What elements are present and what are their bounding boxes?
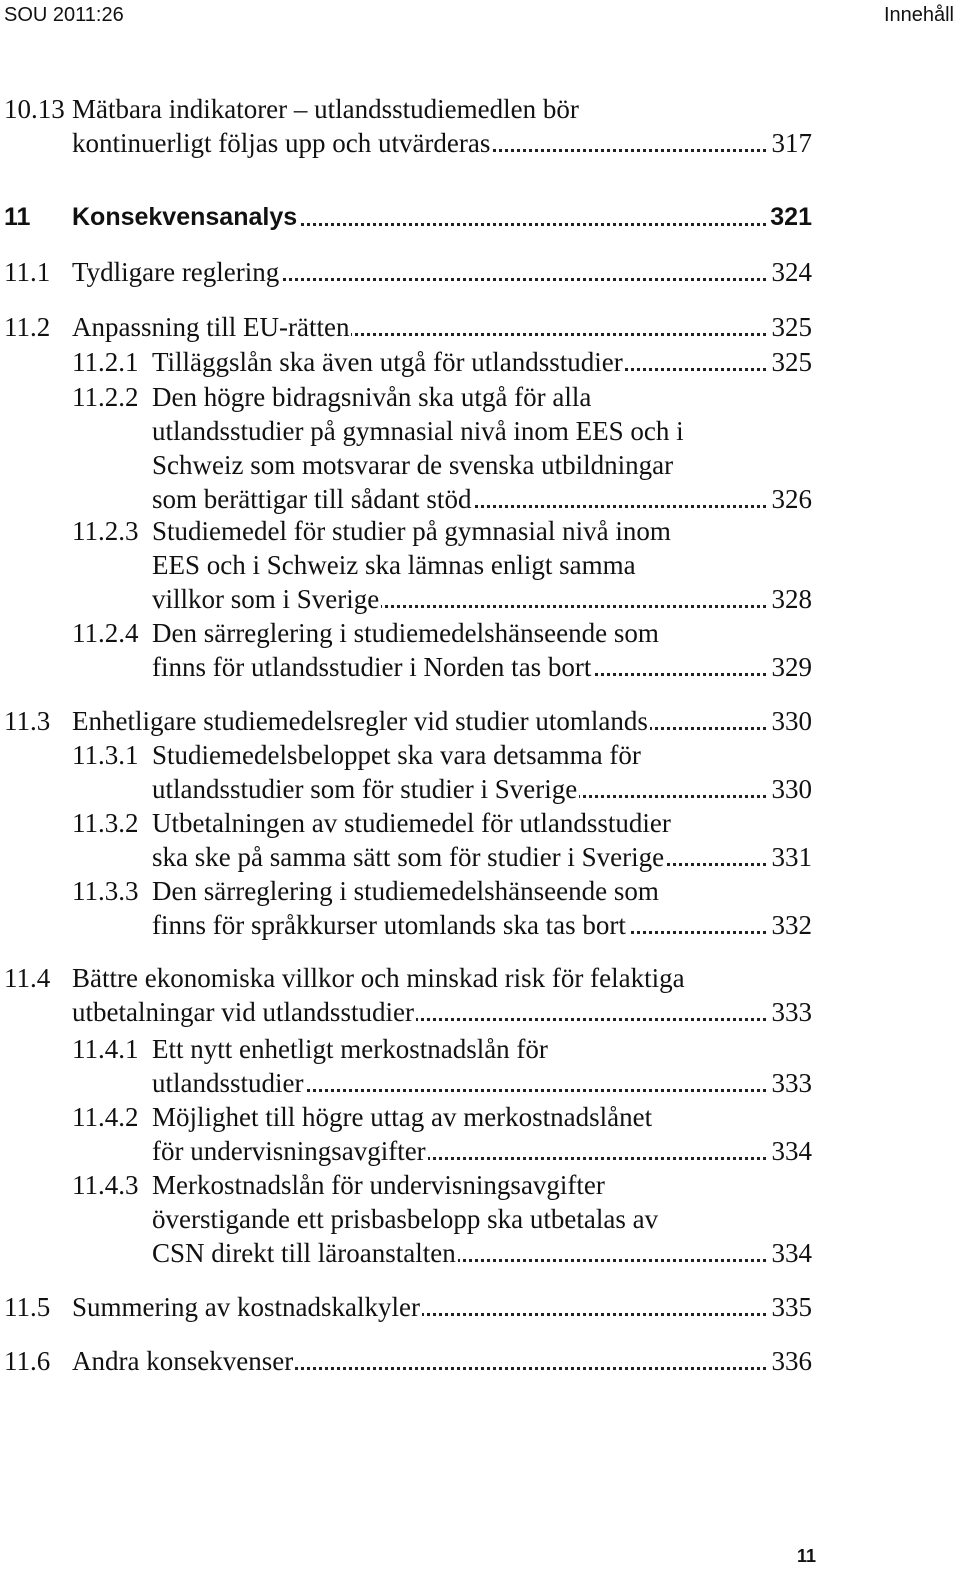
- toc-entry: [0, 92, 960, 160]
- report-series-label: SOU 2011:26: [4, 4, 124, 26]
- toc-entry-page-number: 330: [768, 706, 813, 736]
- toc-entry-number: 11: [4, 203, 31, 231]
- toc-entry-line: utlandsstudier på gymnasial nivå inom EES och i: [152, 416, 684, 446]
- toc-entry-line: Merkostnadslån för undervisningsavgifter: [152, 1170, 605, 1200]
- toc-entry-page-number: 333: [768, 997, 813, 1027]
- toc-entry-number: 11.4.3: [72, 1170, 139, 1200]
- toc-entry-page-number: 330: [768, 774, 813, 804]
- toc-entry-number: 11.6: [4, 1346, 51, 1376]
- toc-entry-line: Möjlighet till högre uttag av merkostnadslånet: [152, 1102, 653, 1132]
- toc-entry-page-number: 334: [768, 1238, 813, 1268]
- toc-entry-line: CSN direkt till läroanstalten: [152, 1236, 766, 1270]
- toc-entry-page-number: 324: [768, 257, 813, 287]
- toc-entry: [0, 255, 960, 289]
- toc-entry-page-number: 336: [768, 1346, 813, 1376]
- toc-entry-number: 11.2.1: [72, 347, 139, 377]
- toc-entry: [0, 200, 960, 234]
- toc-entry-line: Studiemedelsbeloppet ska vara detsamma för: [152, 740, 641, 770]
- toc-entry-line: Mätbara indikatorer – utlandsstudiemedlen bör: [72, 94, 579, 124]
- toc-entry-page-number: 331: [768, 842, 813, 872]
- toc-entry: [0, 961, 960, 1029]
- toc-entry: [0, 1100, 960, 1168]
- toc-entry-title: [72, 704, 712, 738]
- toc-entry-number: 11.4: [4, 963, 51, 993]
- toc-entry-page-number: 334: [768, 1136, 813, 1166]
- toc-entry-number: 10.13: [4, 94, 65, 124]
- page-number: 11: [796, 1546, 816, 1566]
- toc-entry-line: Den högre bidragsnivån ska utgå för alla: [152, 382, 592, 412]
- toc-entry-number: 11.2.4: [72, 618, 139, 648]
- toc-entry-line: Andra konsekvenser: [72, 1344, 766, 1378]
- toc-entry-number: 11.2: [4, 312, 51, 342]
- toc-entry: [0, 616, 960, 684]
- toc-entry-page-number: 321: [766, 203, 812, 231]
- toc-entry-line: Studiemedel för studier på gymnasial nivå inom: [152, 516, 671, 546]
- toc-entry-line: Summering av kostnadskalkyler: [72, 1290, 766, 1324]
- toc-entry-page-number: 317: [768, 128, 813, 158]
- toc-entry-line: utlandsstudier som för studier i Sverige: [152, 772, 766, 806]
- toc-entry-line: Tilläggslån ska även utgå för utlandsstudier: [152, 345, 766, 379]
- toc-entry-page-number: 335: [768, 1292, 813, 1322]
- toc-entry-line: utlandsstudier: [152, 1066, 766, 1100]
- toc-entry-line: Bättre ekonomiska villkor och minskad risk för felaktiga: [72, 963, 685, 993]
- toc-entry-line: Ett nytt enhetligt merkostnadslån för: [152, 1034, 548, 1064]
- toc-entry-line: Den särreglering i studiemedelshänseende som: [152, 618, 659, 648]
- toc-entry-number: 11.3.1: [72, 740, 139, 770]
- toc-entry: [0, 345, 960, 379]
- toc-entry-number: 11.2.2: [72, 382, 139, 412]
- toc-entry: [0, 1344, 960, 1378]
- toc-entry-line: EES och i Schweiz ska lämnas enligt samma: [152, 550, 636, 580]
- toc-entry: [0, 1168, 960, 1270]
- toc-entry-number: 11.4.2: [72, 1102, 139, 1132]
- toc-entry: [0, 380, 960, 516]
- toc-entry-number: 11.1: [4, 257, 51, 287]
- toc-entry: [0, 704, 960, 738]
- toc-entry-line: Den särreglering i studiemedelshänseende som: [152, 876, 659, 906]
- section-label: Innehåll: [883, 4, 954, 26]
- toc-entry-line: finns för utlandsstudier i Norden tas bort: [152, 650, 766, 684]
- toc-entry-line: som berättigar till sådant stöd: [152, 482, 766, 516]
- toc-entry-number: 11.5: [4, 1292, 51, 1322]
- toc-entry-number: 11.3: [4, 706, 51, 736]
- toc-entry-line: ska ske på samma sätt som för studier i Sverige: [152, 840, 766, 874]
- toc-entry-line: Schweiz som motsvarar de svenska utbildningar: [152, 450, 674, 480]
- toc-entry-page-number: 328: [768, 584, 813, 614]
- toc-entry-number: 11.3.3: [72, 876, 139, 906]
- toc-entry-number: 11.2.3: [72, 516, 139, 546]
- toc-entry-line: utbetalningar vid utlandsstudier: [72, 995, 766, 1029]
- toc-entry-page-number: 326: [768, 484, 813, 514]
- toc-entry-line: kontinuerligt följas upp och utvärderas: [72, 126, 766, 160]
- toc-entry-line: Konsekvensanalys: [72, 200, 766, 234]
- toc-entry-page-number: 333: [768, 1068, 813, 1098]
- toc-entry-line: villkor som i Sverige: [152, 582, 766, 616]
- toc-entry-line: Enhetligare studiemedelsregler vid studier utomlands: [72, 704, 766, 738]
- toc-entry-line: Anpassning till EU-rätten: [72, 310, 766, 344]
- toc-entry-number: 11.3.2: [72, 808, 139, 838]
- toc-entry: [0, 806, 960, 874]
- toc-entry: [0, 514, 960, 616]
- toc-entry-line: Utbetalningen av studiemedel för utlandsstudier: [152, 808, 671, 838]
- toc-entry-page-number: 325: [768, 312, 813, 342]
- toc-entry: [0, 1290, 960, 1324]
- toc-entry-page-number: 325: [768, 347, 813, 377]
- toc-entry-line: för undervisningsavgifter: [152, 1134, 766, 1168]
- toc-entry-page-number: 329: [768, 652, 813, 682]
- toc-entry: [0, 874, 960, 942]
- toc-entry-line: finns för språkkurser utomlands ska tas bort: [152, 908, 766, 942]
- toc-entry: [0, 738, 960, 806]
- toc-entry-number: 11.4.1: [72, 1034, 139, 1064]
- toc-entry-page-number: 332: [768, 910, 813, 940]
- toc-entry: [0, 1032, 960, 1100]
- toc-entry: [0, 310, 960, 344]
- toc-entry-line: Tydligare reglering: [72, 255, 766, 289]
- toc-entry-line: överstigande ett prisbasbelopp ska utbetalas av: [152, 1204, 659, 1234]
